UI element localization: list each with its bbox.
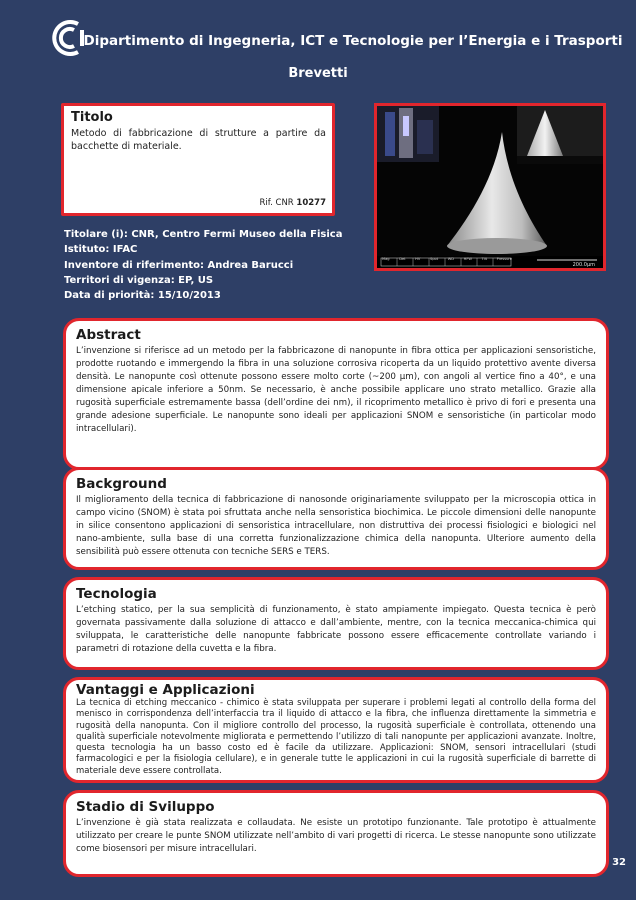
inventore: Inventore di riferimento: Andrea Barucci bbox=[64, 259, 294, 271]
stadio-section bbox=[63, 790, 609, 877]
vantaggi-text: La tecnica di etching meccanico - chimico è stata sviluppata per superare i problemi legati al controllo della forma del menisco in corrispondenza dell’interfaccia tra il liquido di attacco e la fibra, che influenza direttamente la simmetria e rugosità della nanopunta. Con il migliore controllo del processo, la rugosità superficiale è controllata, ottenendo una qualità superficiale notevolmente migliorata e permettendo l’utilizzo di tali nanopunte per applicazioni avanzate. Inoltre, questa tecnologia ha un basso costo ed è facile da utilizzare. Applicazioni: SNOM, sensori intracellulari (studi farmacologici e per la fisiologia cellulare), e in generale tutte le applicazioni in cui la rugosità superficiale di barrette di materiale deve essere controllata. bbox=[76, 698, 596, 776]
abstract-text: L’invenzione si riferisce ad un metodo per la fabbricazone di nanopunte in fibra ottica per applicazioni sensoristiche, prodotte ruotando e immergendo la fibra in una soluzione corrosiva ricoperta da un liquido protettivo avente diversa densità. Le nanopunte così ottenute possono essere molto corte (~200 μm), con angoli al vertice fino a 40°, e una dimensione apicale inferiore a 50nm. Se necessario, è anche possibile applicare uno strato metallico. Grazie alla rugosità superficiale estremamente bassa (dell’ordine dei nm), il ricoprimento metallico è privo di fori e presenta una grande adesione superficiale. Le nanopunte sono ideali per applicazioni SNOM e sensoristiche (in particolar modo intracellulari). bbox=[76, 346, 596, 434]
scale-bar-label: 200.0μm bbox=[572, 262, 595, 268]
sem-info-labels bbox=[382, 257, 512, 261]
page-number: 32 bbox=[612, 857, 626, 868]
istituto: Istituto: IFAC bbox=[64, 244, 138, 256]
background-text: Il miglioramento della tecnica di fabbricazione di nanosonde originariamente sviluppato per la microscopia ottica in campo vicino (SNOM) è stata poi sfruttata anche nella sensoristica biochimica. Le piccole dimensioni delle nanopunte in silice consentono applicazioni di sensoristica intracellulare, non distruttiva dei processi fisiologici e biologici nel nano-ambiente, sulla base di una corretta funzionalizzazione chimica della nanopunta. Ulteriore aumento della sensibilità può essere ottenuta con tecniche SERS e TERS. bbox=[76, 495, 596, 557]
sem-info-label: HFW bbox=[463, 257, 472, 261]
territori: Territori di vigenza: EP, US bbox=[64, 274, 214, 286]
patent-meta bbox=[64, 227, 342, 303]
stadio-text: L’invenzione è già stata realizzata e collaudata. Ne esiste un prototipo funzionante. Tale prototipo è attualmente utilizzato per creare le punte SNOM utilizzate nell’ambito di vari progetti di ricerca. Le stesse nanopunte sono utilizzate come biosensori per misure intracellulari. bbox=[76, 818, 596, 854]
vantaggi-heading: Vantaggi e Applicazioni bbox=[76, 682, 255, 698]
titolo-text: Metodo di fabbricazione di strutture a partire da bacchette di materiale. bbox=[71, 128, 326, 152]
rif-cnr bbox=[259, 198, 326, 208]
tecnologia-section bbox=[63, 577, 609, 670]
rif-number: 10277 bbox=[296, 198, 326, 208]
sem-info-label: Mag bbox=[382, 257, 390, 261]
tecnologia-text: L’etching statico, per la sua semplicità di funzionamento, è stato ampiamente impiegato. Questa tecnica è però governata passivamente dalla soluzione di attacco e dall’ambiente, mentre, con la tecnica meccanica-chimica qui sviluppata, le caratteristiche delle nanopunte fabbricate possono essere efficacemente controllate variando i parametri di rotazione della cuvetta e la fibra. bbox=[76, 605, 596, 654]
sem-info-label: Pressure bbox=[496, 257, 512, 261]
sem-info-label: Spot bbox=[429, 257, 439, 261]
sem-info-label: WD bbox=[447, 257, 455, 261]
sem-photo bbox=[374, 103, 606, 271]
abstract-heading: Abstract bbox=[76, 327, 141, 343]
abstract-section bbox=[63, 318, 609, 470]
sem-info-label: Det bbox=[399, 257, 406, 261]
tecnologia-heading: Tecnologia bbox=[76, 586, 157, 602]
sem-info-label: HV bbox=[415, 257, 421, 261]
sem-info-label: Tilt bbox=[481, 257, 488, 261]
page-subtitle: Brevetti bbox=[288, 66, 348, 81]
background-heading: Background bbox=[76, 476, 167, 492]
vantaggi-section bbox=[63, 677, 609, 783]
titolo-heading: Titolo bbox=[71, 110, 113, 125]
stadio-heading: Stadio di Sviluppo bbox=[76, 799, 215, 815]
department-title: Dipartimento di Ingegneria, ICT e Tecnologie per l’Energia e i Trasporti bbox=[83, 33, 623, 49]
nanotip-image bbox=[377, 106, 603, 268]
data-priorita: Data di priorità: 15/10/2013 bbox=[64, 290, 221, 302]
background-section bbox=[63, 467, 609, 570]
rif-label: Rif. CNR bbox=[259, 198, 294, 208]
titolo-box bbox=[61, 103, 335, 216]
titolare: Titolare (i): CNR, Centro Fermi Museo della Fisica bbox=[64, 229, 343, 240]
